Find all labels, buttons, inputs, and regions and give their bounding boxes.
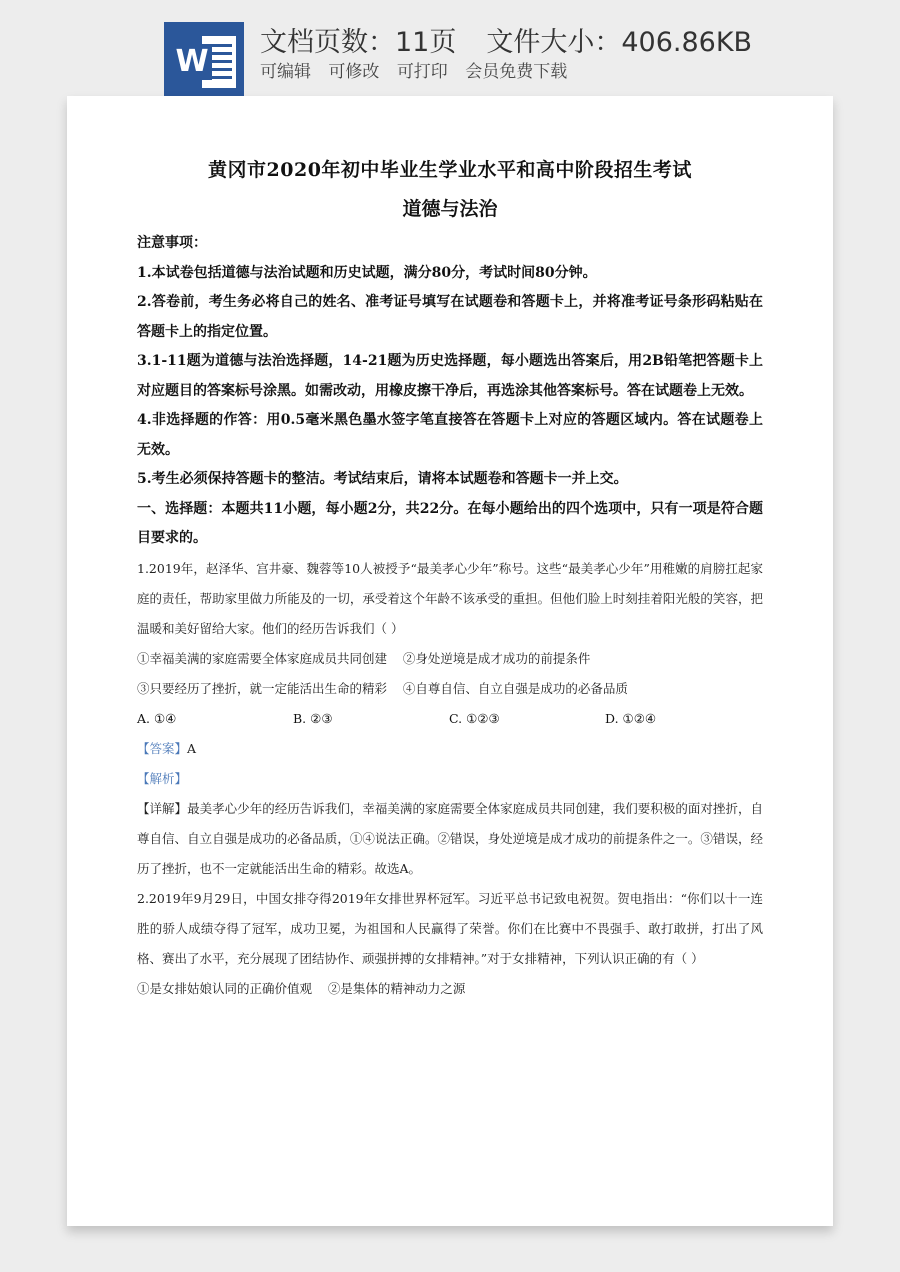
exam-title: 黄冈市2020年初中毕业生学业水平和高中阶段招生考试 (208, 159, 692, 181)
feature-printable: 可打印 (396, 62, 448, 82)
feature-modifiable: 可修改 (328, 62, 380, 82)
word-logo-letter: W (172, 44, 212, 80)
page-count: 文档页数：11页 (260, 27, 457, 58)
detail-text: 最美孝心少年的经历告诉我们，幸福美满的家庭需要全体家庭成员共同创建，我们要积极的面对挫折，自尊自信、自立自强是成功的必备品质，①④说法正确。②错误，身处逆境是成才成功的前提条件之一。③错误，经历了挫折，也不一定就能活出生命的精彩。故选A。 (137, 800, 763, 876)
question-1-statement: ①幸福美满的家庭需要全体家庭成员共同创建 ②身处逆境是成才成功的前提条件 (137, 650, 591, 666)
section-heading: 一、选择题：本题共11小题，每小题2分，共22分。在每小题给出的四个选项中，只有一项是符合题目要求的。 (137, 500, 763, 546)
notice-item: 2.答卷前，考生务必将自己的姓名、准考证号填写在试题卷和答题卡上，并将准考证号条形码粘贴在答题卡上的指定位置。 (137, 294, 763, 340)
question-1-statement: ③只要经历了挫折，就一定能活出生命的精彩 ④自尊自信、自立自强是成功的必备品质 (137, 680, 628, 696)
feature-editable: 可编辑 (260, 62, 311, 82)
notice-item: 1.本试卷包括道德与法治试题和历史试题，满分80分，考试时间80分钟。 (137, 264, 597, 281)
detail-tag: 【详解】 (137, 800, 188, 816)
feature-free-download: 会员免费下载 (465, 62, 568, 82)
answer-line (137, 734, 763, 764)
document-content (137, 156, 763, 1004)
option-d: D. ①②④ (605, 710, 657, 726)
notice-item: 5.考生必须保持答题卡的整洁。考试结束后，请将本试题卷和答题卡一并上交。 (137, 471, 628, 487)
notice-item: 4.非选择题的作答：用0.5毫米黑色墨水签字笔直接答在答题卡上对应的答题区域内。答在试题卷上无效。 (137, 412, 763, 458)
question-1-stem: 1.2019年，赵泽华、宫井豪、魏蓉等10人被授予“最美孝心少年”称号。这些“最美孝心少年”用稚嫩的肩膀扛起家庭的责任，帮助家里做力所能及的一切，承受着这个年龄不该承受的重担。但他们脸上时刻挂着阳光般的笑容，把温暖和美好留给大家。他们的经历告诉我们（ ） (137, 560, 763, 636)
answer-value: A (187, 740, 197, 756)
notice-heading: 注意事项： (137, 235, 207, 251)
feature-list (260, 57, 579, 82)
document-page (67, 96, 833, 1226)
download-banner (0, 0, 900, 100)
notice-item: 3.1-11题为道德与法治选择题，14-21题为历史选择题，每小题选出答案后，用2B铅笔把答题卡上对应题目的答案标号涂黑。如需改动，用橡皮擦干净后，再选涂其他答案标号。答在试题卷上无效。 (137, 353, 763, 399)
file-size: 文件大小：406.86KB (486, 27, 753, 58)
analysis-tag: 【解析】 (137, 770, 188, 786)
analysis-line (137, 764, 763, 794)
option-c: C. ①②③ (449, 710, 500, 726)
answer-tag: 【答案】 (137, 740, 188, 756)
exam-subject: 道德与法治 (402, 198, 498, 220)
question-1-options (137, 704, 763, 734)
question-2-stem: 2.2019年9月29日，中国女排夺得2019年女排世界杯冠军。习近平总书记致电祝贺。贺电指出：“你们以十一连胜的骄人成绩夺得了冠军，成功卫冕，为祖国和人民赢得了荣誉。你们在比赛中不畏强手、敢打敢拼，打出了风格、赛出了水平，充分展现了团结协作、顽强拼搏的女排精神。”对于女排精神，下列认识正确的有（ ） (137, 890, 763, 966)
question-2-statement: ①是女排姑娘认同的正确价值观 ②是集体的精神动力之源 (137, 980, 466, 996)
detail-line (137, 794, 763, 884)
word-document-icon (164, 22, 244, 98)
option-b: B. ②③ (293, 710, 333, 726)
option-a: A. ①④ (137, 710, 177, 726)
file-info (260, 20, 782, 59)
